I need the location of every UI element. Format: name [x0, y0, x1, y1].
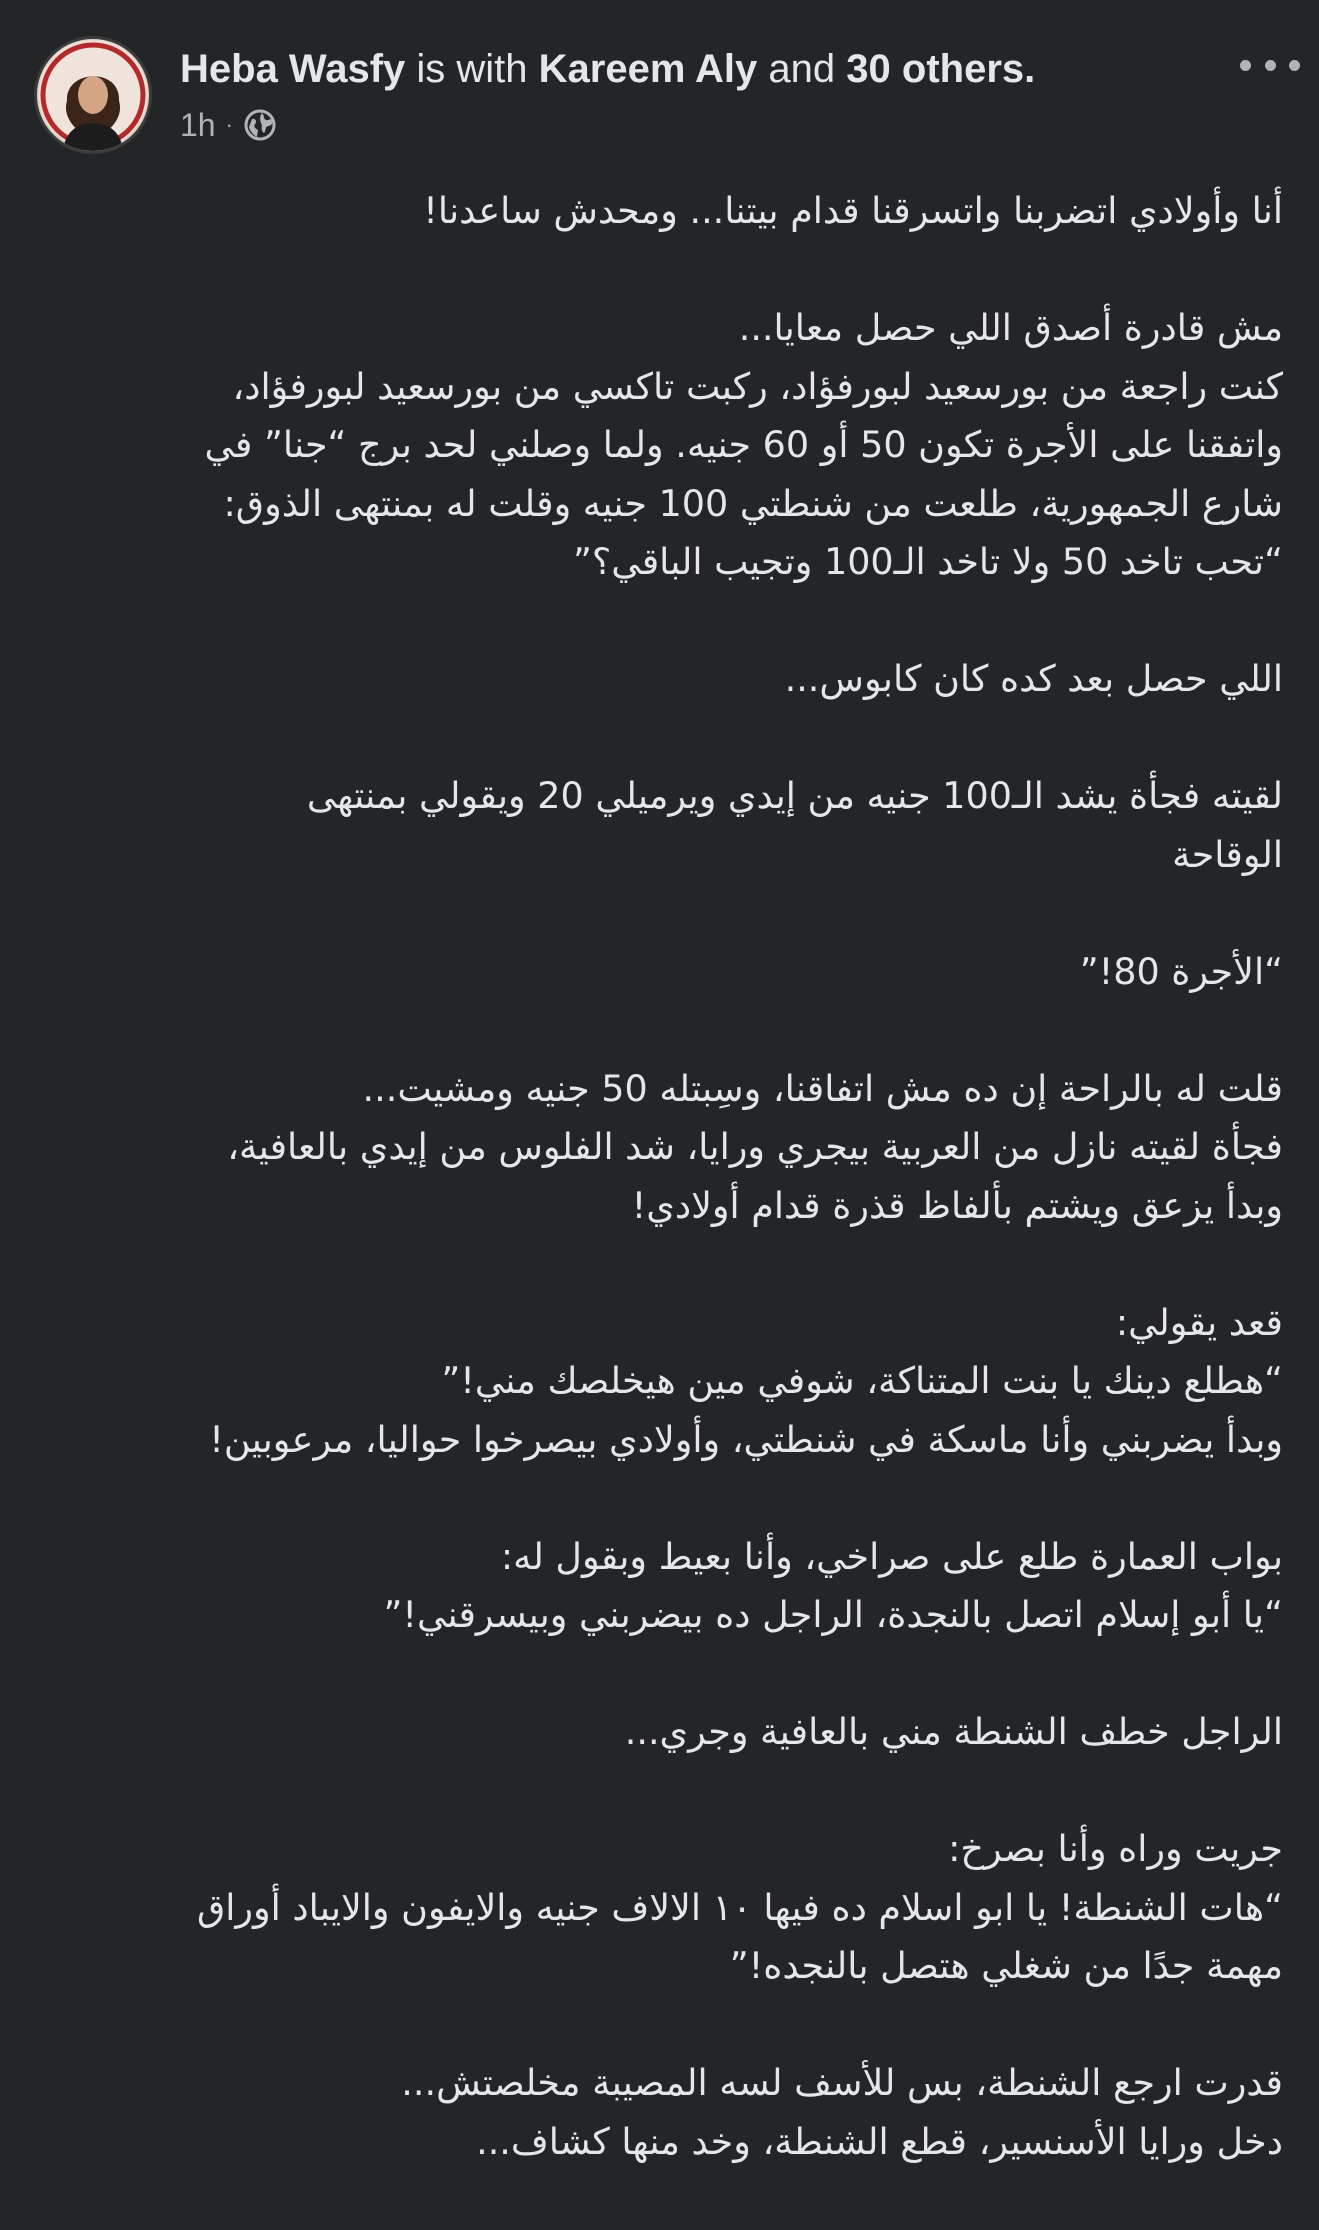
- paragraph: [33, 2054, 1283, 2171]
- with-text: is with: [416, 47, 528, 91]
- paragraph: [33, 1294, 1283, 1470]
- post-header: [0, 0, 1319, 160]
- more-options-icon[interactable]: [1240, 52, 1300, 78]
- text-line: وبدأ يضربني وأنا ماسكة في شنطتي، وأولادي بيصرخوا حواليا، مرعوبين!: [209, 1417, 1283, 1461]
- text-line: “هطلع دينك يا بنت المتناكة، شوفي مين هيخلصك مني!”: [441, 1359, 1283, 1402]
- text-line: جريت وراه وأنا بصرخ:: [948, 1827, 1283, 1870]
- paragraph: [33, 1528, 1283, 1645]
- tagged-name[interactable]: Kareem Aly: [538, 47, 758, 91]
- text-line: فجأة لقيته نازل من العربية بيجري ورايا، شد الفلوس من إيدي بالعافية،: [227, 1125, 1283, 1168]
- text-line: الراجل خطف الشنطة مني بالعافية وجري...: [624, 1710, 1283, 1753]
- author-avatar[interactable]: [34, 36, 152, 154]
- text-line: “تحب تاخد 50 ولا تاخد الـ100 وتجيب الباقي؟”: [573, 540, 1283, 583]
- post-meta: [180, 103, 277, 147]
- text-line: كنت راجعة من بورسعيد لبورفؤاد، ركبت تاكسي من بورسعيد لبورفؤاد،: [232, 364, 1283, 408]
- post-text: [33, 182, 1283, 2230]
- text-line: مش قادرة أصدق اللي حصل معايا...: [738, 306, 1283, 349]
- more-dot: [1240, 60, 1251, 71]
- more-dot: [1265, 60, 1276, 71]
- paragraph: [33, 182, 1283, 241]
- paragraph: [33, 299, 1283, 592]
- text-line: أنا وأولادي اتضربنا واتسرقنا قدام بيتنا... ومحدش ساعدنا!: [423, 189, 1283, 232]
- text-line: قعد يقولي:: [1115, 1300, 1283, 1344]
- globe-icon[interactable]: [243, 108, 277, 142]
- tagged-others[interactable]: 30 others.: [846, 47, 1036, 91]
- avatar-image: [37, 39, 149, 151]
- text-line: “هات الشنطة! يا ابو اسلام ده فيها ١٠ الالاف جنيه والايفون والايباد أوراق: [196, 1885, 1283, 1929]
- paragraph: [33, 1060, 1283, 1236]
- paragraph: [33, 767, 1283, 884]
- text-line: وبدأ يزعق ويشتم بألفاظ قذرة قدام أولادي!: [631, 1183, 1283, 1227]
- text-line: شارع الجمهورية، طلعت من شنطتي 100 جنيه وقلت له بمنتهى الذوق:: [223, 481, 1283, 525]
- text-line: “يا أبو إسلام اتصل بالنجدة، الراجل ده بيضربني وبيسرقني!”: [383, 1593, 1283, 1636]
- paragraph: [33, 1703, 1283, 1762]
- post-author-line: [180, 44, 1035, 94]
- text-line: قدرت ارجع الشنطة، بس للأسف لسه المصيبة مخلصتش...: [401, 2061, 1283, 2104]
- paragraph: [33, 650, 1283, 709]
- text-line: “الأجرة 80!”: [1079, 949, 1283, 993]
- more-dot: [1289, 60, 1300, 71]
- meta-separator: ·: [225, 112, 233, 137]
- text-line: قلت له بالراحة إن ده مش اتفاقنا، وسِبتله 50 جنيه ومشيت...: [362, 1066, 1283, 1110]
- text-line: مهمة جدًا من شغلي هتصل بالنجده!”: [729, 1944, 1283, 1987]
- text-line: بواب العمارة طلع على صراخي، وأنا بعيط وبقول له:: [500, 1534, 1283, 1578]
- text-line: اللي حصل بعد كده كان كابوس...: [784, 657, 1283, 700]
- text-line: واتفقنا على الأجرة تكون 50 أو 60 جنيه. ولما وصلني لحد برج “جنا” في: [204, 423, 1283, 466]
- text-line: الوقاحة: [1172, 832, 1283, 876]
- paragraph: [33, 1820, 1283, 1996]
- text-line: لقيته فجأة يشد الـ100 جنيه من إيدي ويرميلي 20 ويقولي بمنتهى: [306, 774, 1283, 817]
- text-line: دخل ورايا الأسنسير، قطع الشنطة، وخد منها كشاف...: [476, 2119, 1283, 2163]
- post-timestamp[interactable]: 1h: [180, 106, 216, 143]
- and-text: and: [768, 47, 836, 91]
- author-name[interactable]: Heba Wasfy: [180, 47, 406, 91]
- paragraph: [33, 943, 1283, 1002]
